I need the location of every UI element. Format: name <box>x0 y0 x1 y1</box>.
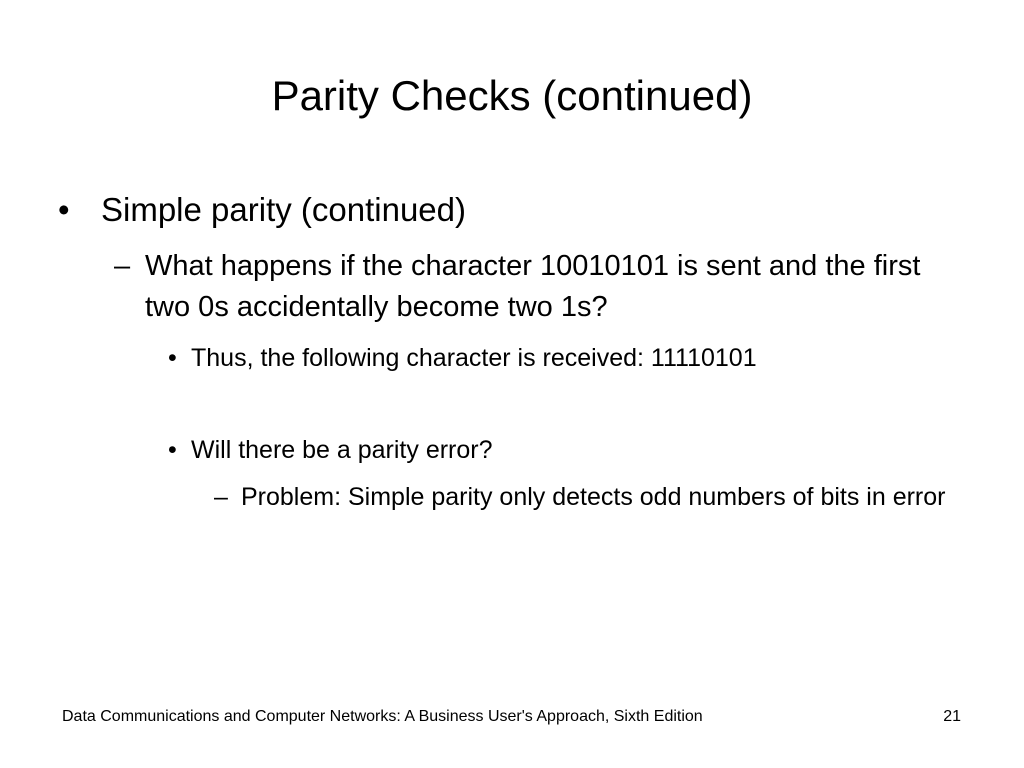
bullet-marker: • <box>168 344 177 372</box>
sub-bullet-text: What happens if the character 10010101 is sent and the first two 0s accidentally become two 1s? <box>145 250 921 323</box>
sub-sub-bullet-text: Thus, the following character is received: 11110101 <box>191 344 757 372</box>
sub-sub-bullet-received <box>168 340 948 377</box>
bullet-marker: • <box>168 436 177 464</box>
sub-bullet-question <box>114 246 974 328</box>
bullet-marker: • <box>58 191 70 228</box>
deep-bullet-problem <box>214 479 984 516</box>
deep-bullet-text: Problem: Simple parity only detects odd numbers of bits in error <box>241 483 946 511</box>
dash-marker: – <box>114 250 131 282</box>
sub-sub-bullet-text: Will there be a parity error? <box>191 436 493 464</box>
dash-marker: – <box>214 483 228 511</box>
bullet-text: Simple parity (continued) <box>101 191 466 228</box>
slide-title: Parity Checks (continued) <box>271 72 753 119</box>
footer-book-title: Data Communications and Computer Networks: A Business User's Approach, Sixth Edition <box>62 708 703 725</box>
sub-sub-bullet-parity-error <box>168 432 948 469</box>
page-number: 21 <box>943 708 961 725</box>
